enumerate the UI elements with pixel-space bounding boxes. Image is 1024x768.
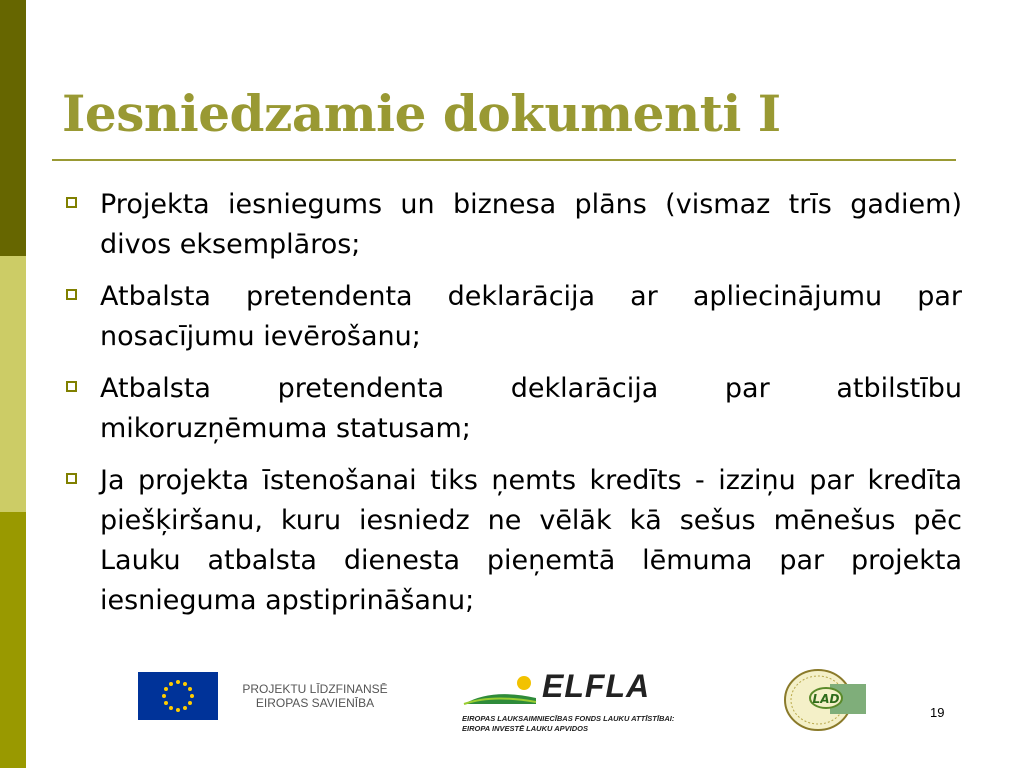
eu-cofinance-logo <box>138 672 398 722</box>
elfla-subtitle-line: EIROPA INVESTĒ LAUKU APVIDOS <box>462 724 588 733</box>
bullet-item <box>66 185 962 265</box>
elfla-emblem-icon <box>462 670 542 710</box>
bullet-text: Projekta iesniegums un biznesa plāns (vismaz trīs gadiem) divos eksemplāros; <box>100 189 962 260</box>
bullet-list <box>66 185 962 633</box>
lad-logo <box>778 664 870 736</box>
bullet-text: Atbalsta pretendenta deklarācija ar apliecinājumu par nosacījumu ievērošanu; <box>100 281 962 352</box>
elfla-logo <box>462 670 732 732</box>
left-accent-bar <box>0 0 26 768</box>
eu-flag-icon <box>138 672 218 720</box>
slide-title: Iesniedzamie dokumenti I <box>62 84 781 143</box>
bullet-item <box>66 277 962 357</box>
title-underline <box>52 159 956 161</box>
eu-cofinance-text <box>230 682 400 710</box>
square-bullet-icon <box>66 473 77 484</box>
page-number: 19 <box>930 705 945 720</box>
lad-text: LAD <box>812 692 840 706</box>
square-bullet-icon <box>66 289 77 300</box>
elfla-subtitle-line: EIROPAS LAUKSAIMNIECĪBAS FONDS LAUKU ATTĪSTĪBAI: <box>462 714 675 723</box>
eu-text-line: EIROPAS SAVIENĪBA <box>255 696 375 710</box>
eu-text-line: PROJEKTU LĪDZFINANSĒ <box>242 682 388 696</box>
bullet-item <box>66 369 962 449</box>
elfla-subtitle <box>462 714 732 734</box>
footer-logos <box>0 660 1024 768</box>
accent-bar-middle <box>0 256 26 512</box>
elfla-name: ELFLA <box>542 668 651 704</box>
bullet-text: Ja projekta īstenošanai tiks ņemts kredīts - izziņu par kredīta piešķiršanu, kuru iesniedz ne vēlāk kā sešus mēnešus pēc Lauku atbalsta dienesta pieņemtā lēmuma par projekta iesnieguma apstiprināšanu; <box>100 465 962 616</box>
bullet-text: Atbalsta pretendenta deklarācija par atbilstību mikoruzņēmuma statusam; <box>100 373 962 444</box>
accent-bar-top <box>0 0 26 256</box>
square-bullet-icon <box>66 197 77 208</box>
square-bullet-icon <box>66 381 77 392</box>
bullet-item <box>66 461 962 621</box>
